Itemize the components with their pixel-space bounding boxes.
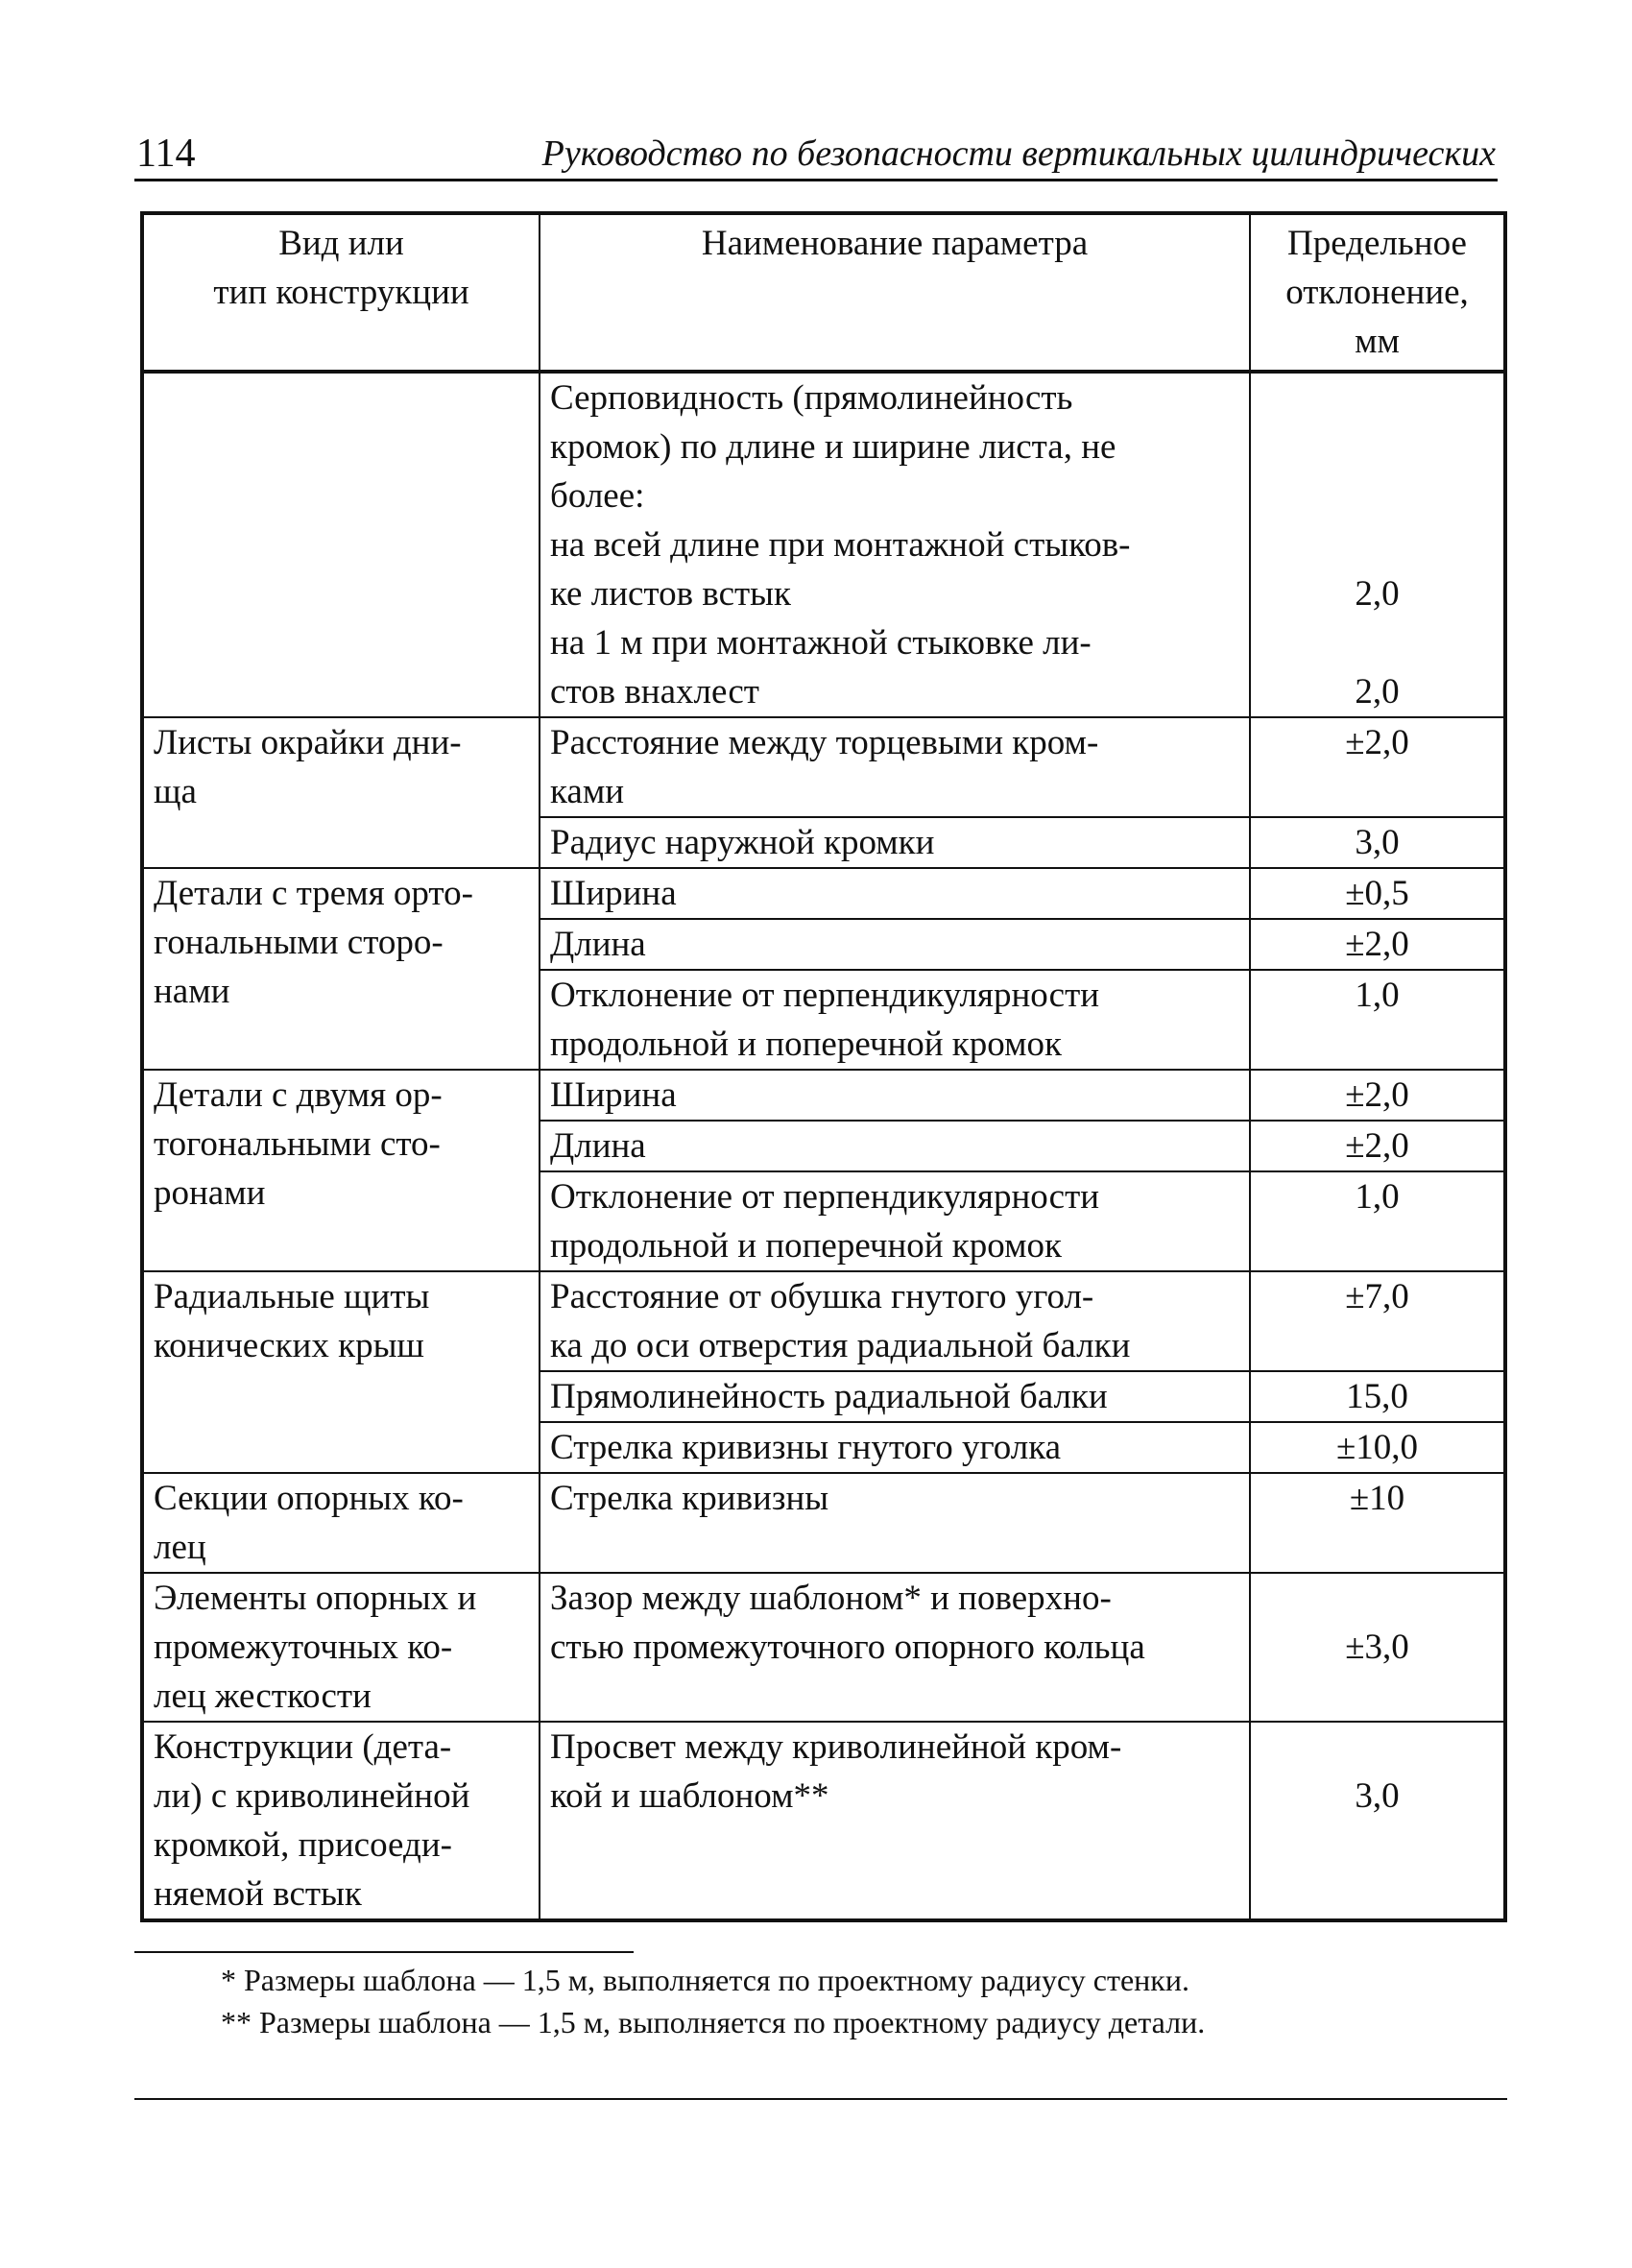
row-type-cell: Детали с тремя орто- гональными сторо- нами [142,868,540,1070]
row-value-cell: 3,0 [1250,1722,1505,1920]
row-parameter-cell: Прямолинейность радиальной балки [540,1371,1250,1422]
table-header-row [142,213,1505,372]
row-type-cell: Листы окрайки дни- ща [142,717,540,868]
page-bottom-divider [134,2098,1507,2100]
row-value-cell: ±2,0 [1250,717,1505,817]
row-parameter-cell: Длина [540,1121,1250,1171]
table-row [142,717,1505,817]
row-parameter-cell: Серповидность (прямолинейность кромок) по длине и ширине листа, не более: на всей длине при монтажной стыков- ке листов встык на 1 м при монтажной стыковке ли- стов внахлест [540,372,1250,717]
row-type-cell: Секции опорных ко- лец [142,1473,540,1573]
row-type-cell: Радиальные щиты конических крыш [142,1271,540,1473]
row-parameter-cell: Отклонение от перпендикулярности продольной и поперечной кромок [540,1171,1250,1271]
row-parameter-cell: Длина [540,919,1250,970]
row-value-cell: 2,0 2,0 [1250,372,1505,717]
row-parameter-cell: Просвет между криволинейной кром- кой и шаблоном** [540,1722,1250,1920]
row-value-cell: 3,0 [1250,817,1505,868]
row-parameter-cell: Ширина [540,1070,1250,1121]
table-row [142,372,1505,717]
row-value-cell: 15,0 [1250,1371,1505,1422]
table-row [142,868,1505,919]
row-value-cell: ±10,0 [1250,1422,1505,1473]
column-header-type: Вид или тип конструкции [142,213,540,372]
table-row [142,1573,1505,1722]
row-value-cell: ±2,0 [1250,1121,1505,1171]
row-value-cell: 1,0 [1250,1171,1505,1271]
row-value-cell: ±2,0 [1250,919,1505,970]
footnotes [134,1959,1507,2043]
row-value-cell: ±7,0 [1250,1271,1505,1371]
page-header [134,125,1498,181]
footnote-divider [134,1951,634,1953]
row-value-cell: ±2,0 [1250,1070,1505,1121]
row-type-cell: Элементы опорных и промежуточных ко- лец жесткости [142,1573,540,1722]
row-parameter-cell: Расстояние от обушка гнутого угол- ка до оси отверстия радиальной балки [540,1271,1250,1371]
table-row [142,1070,1505,1121]
column-header-deviation: Предельное отклонение, мм [1250,213,1505,372]
row-type-cell: Детали с двумя ор- тогональными сто- ронами [142,1070,540,1271]
page-number: 114 [136,132,196,176]
row-value-cell: ±3,0 [1250,1573,1505,1722]
row-parameter-cell: Стрелка кривизны гнутого уголка [540,1422,1250,1473]
row-parameter-cell: Зазор между шаблоном* и поверхно- стью промежуточного опорного кольца [540,1573,1250,1722]
footnote: ** Размеры шаблона — 1,5 м, выполняется по проектному радиусу детали. [221,2005,1206,2039]
row-parameter-cell: Стрелка кривизны [540,1473,1250,1573]
row-type-cell [142,372,540,717]
row-value-cell: 1,0 [1250,970,1505,1070]
running-title: Руководство по безопасности вертикальных цилиндрических [541,133,1496,174]
table-row [142,1473,1505,1573]
table-row [142,1722,1505,1920]
table-row [142,1271,1505,1371]
tolerance-table [140,211,1507,1922]
row-parameter-cell: Расстояние между торцевыми кром- ками [540,717,1250,817]
row-parameter-cell: Ширина [540,868,1250,919]
row-type-cell: Конструкции (дета- ли) с криволинейной кромкой, присоеди- няемой встык [142,1722,540,1920]
row-value-cell: ±0,5 [1250,868,1505,919]
row-parameter-cell: Отклонение от перпендикулярности продольной и поперечной кромок [540,970,1250,1070]
column-header-parameter: Наименование параметра [540,213,1250,372]
footnote: * Размеры шаблона — 1,5 м, выполняется по проектному радиусу стенки. [221,1963,1189,1997]
row-value-cell: ±10 [1250,1473,1505,1573]
row-parameter-cell: Радиус наружной кромки [540,817,1250,868]
